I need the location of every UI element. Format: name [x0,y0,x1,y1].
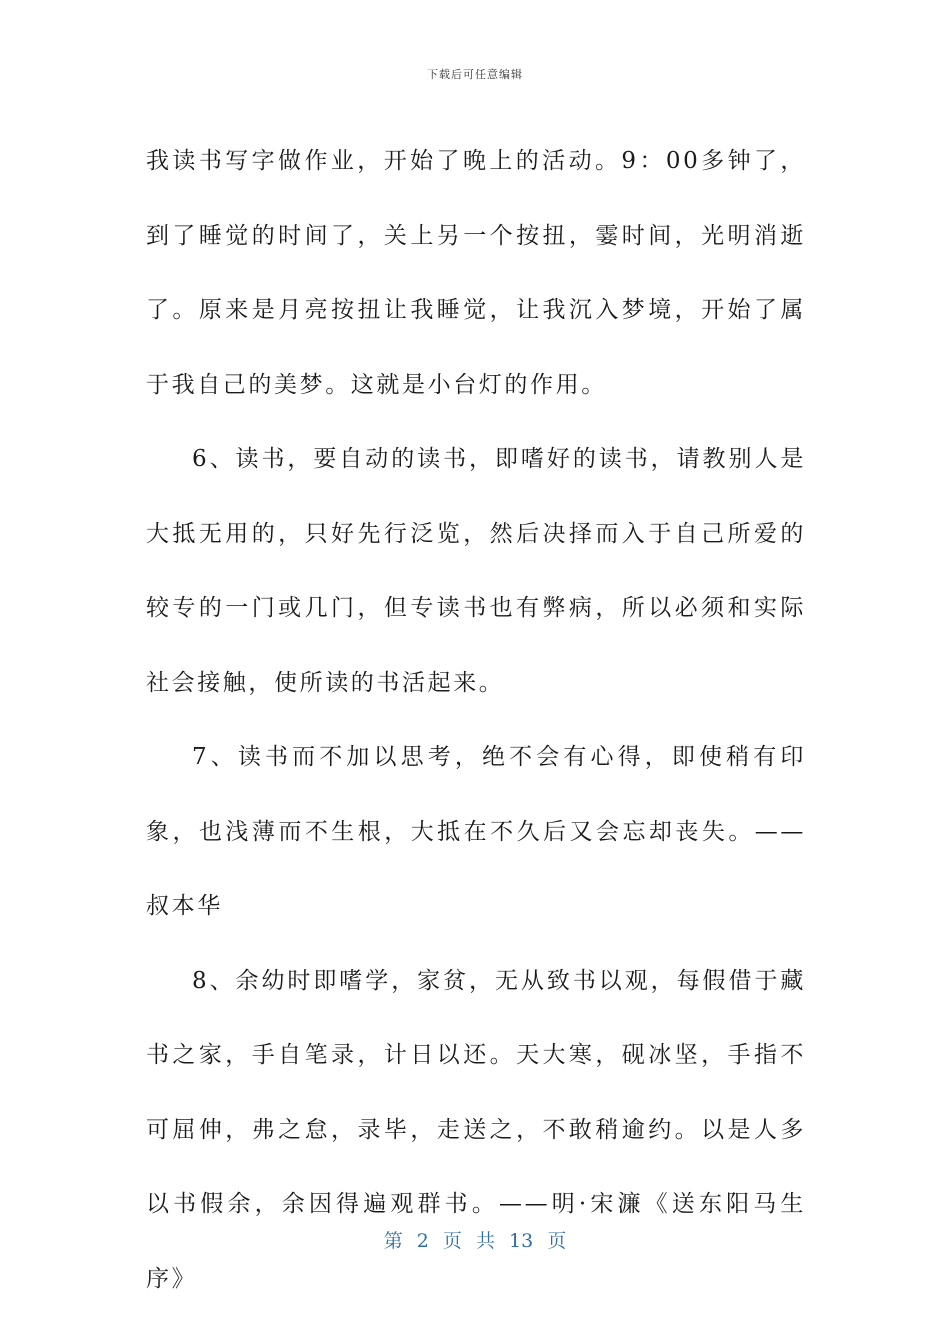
paragraph-quote-7: 7、读书而不加以思考，绝不会有心得，即使稍有印象，也浅薄而不生根，大抵在不久后又会忘却丧失。——叔本华 [146,744,806,919]
paragraph-quote-6: 6、读书，要自动的读书，即嗜好的读书，请教别人是大抵无用的，只好先行泛览，然后决择而入于自己所爱的较专的一门或几门，但专读书也有弊病，所以必须和实际社会接触，使所读的书活起来。 [146,446,806,696]
paragraph-quote-8: 8、余幼时即嗜学，家贫，无从致书以观，每假借于藏书之家，手自笔录，计日以还。天大寒，砚冰坚，手指不可屈伸，弗之怠，录毕，走送之，不敢稍逾约。以是人多以书假余，余因得遍观群书。——明·宋濂《送东阳马生序》 [146,967,806,1292]
page-header: 下载后可任意编辑 [427,68,523,81]
page-number-footer: 第 2 页 共 13 页 [383,1230,567,1252]
paragraph-lamp-ending: 我读书写字做作业，开始了晚上的活动。9：00多钟了，到了睡觉的时间了，关上另一个按扭，霎时间，光明消逝了。原来是月亮按扭让我睡觉，让我沉入梦境，开始了属于我自己的美梦。这就是小台灯的作用。 [146,148,806,398]
document-body [146,124,806,1316]
